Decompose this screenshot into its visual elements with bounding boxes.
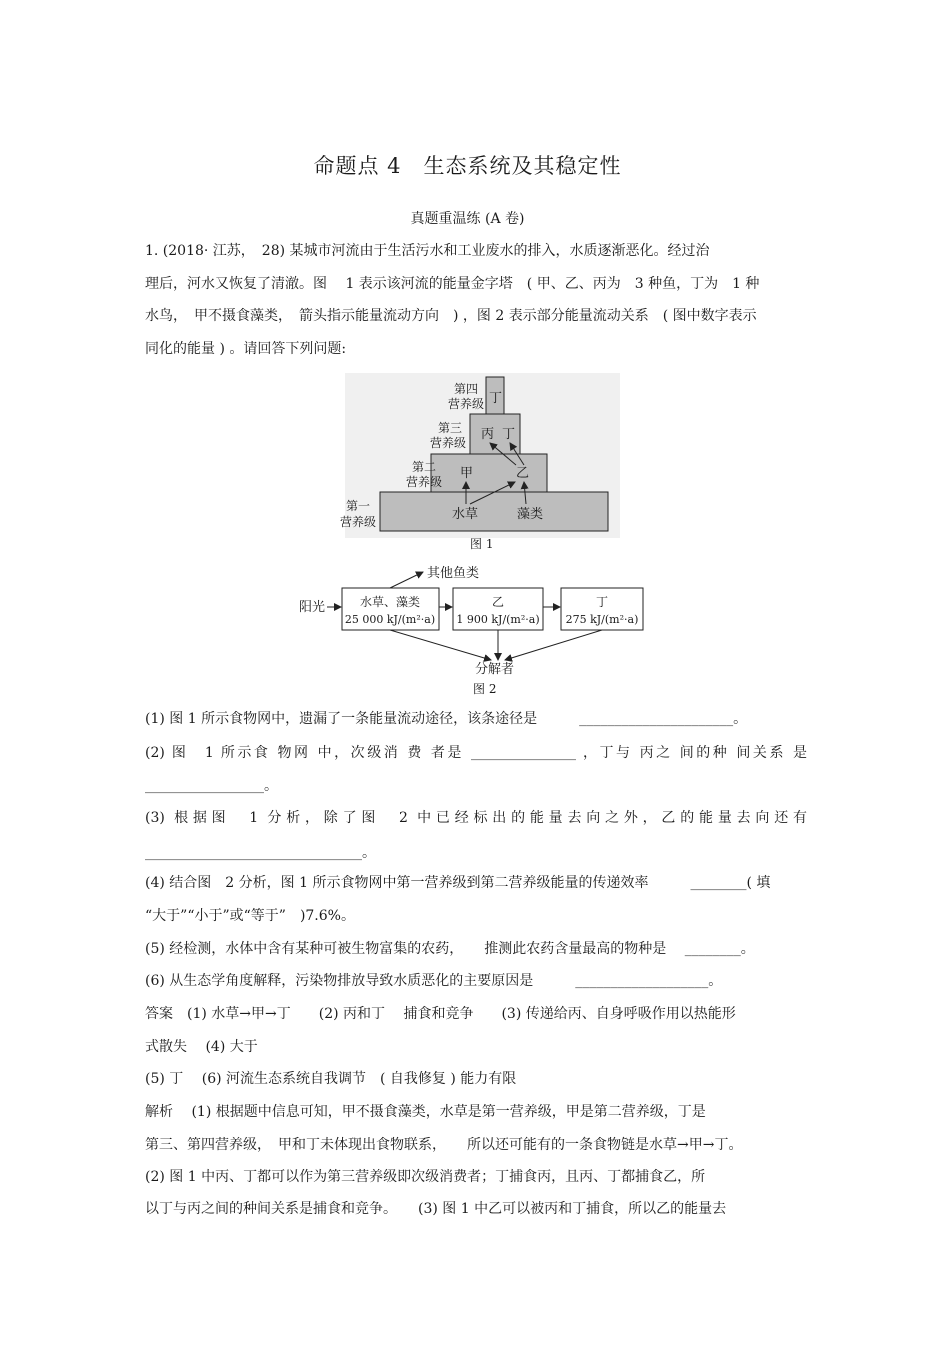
analysis-line-1: 解析 (1) 根据题中信息可知，甲不摄食藻类，水草是第一营养级，甲是第二营养级，丁是: [145, 1104, 706, 1120]
organism-bing: 丙: [481, 427, 495, 442]
answer-line-2: 式散失 (4) 大于: [145, 1039, 258, 1055]
figure-1-energy-pyramid: [330, 370, 620, 555]
level-4-label-b: 营养级: [448, 397, 485, 411]
decomposer-label: 分解者: [475, 662, 515, 677]
level-3-label-a: 第三: [438, 421, 463, 435]
question-line-3: 水鸟， 甲不摄食藻类， 箭头指示能量流动方向 ) ，图 2 表示部分能量流动关系 ( 图中数字表示: [145, 308, 757, 324]
level-2-label-a: 第二: [412, 460, 437, 474]
figure-2-caption: 图 2: [473, 682, 497, 696]
question-line-1: 1. (2018· 江苏， 28) 某城市河流由于生活污水和工业废水的排入，水质逐渐恶化。经过治: [145, 243, 710, 259]
figure-1-caption: 图 1: [470, 537, 494, 551]
page-title: 命题点 4 生态系统及其稳定性: [313, 154, 622, 178]
box-ding-name: 丁: [595, 595, 609, 609]
level-1-label-b: 营养级: [340, 515, 377, 529]
figure-2-energy-flow: [295, 560, 655, 700]
analysis-line-2: 第三、第四营养级， 甲和丁未体现出食物联系， 所以还可能有的一条食物链是水草→甲→丁。: [145, 1137, 743, 1153]
sub-question-2-line-1: (2) 图 1 所示食 物网 中，次级消 费 者是 _______________ ，丁与 丙之 间的种 间关系 是: [145, 745, 807, 761]
sub-question-4-line-2: “大于”“小于”或“等于” )7.6%。: [145, 908, 355, 924]
organism-ding-level4: 丁: [489, 391, 503, 406]
pyramid-level-1-block: [380, 492, 608, 531]
pyramid-level-2-block: [431, 454, 547, 492]
answer-line-1: 答案 (1) 水草→甲→丁 (2) 丙和丁 捕食和竞争 (3) 传递给丙、自身呼吸作用以热能形: [145, 1006, 736, 1022]
box-producers-value: 25 000 kJ/(m²·a): [344, 613, 436, 626]
sub-question-1: (1) 图 1 所示食物网中，遗漏了一条能量流动途径，该条途径是 ______________________。: [145, 711, 748, 727]
sub-question-5: (5) 经检测，水体中含有某种可被生物富集的农药， 推测此农药含量最高的物种是 ________。: [145, 941, 755, 957]
sub-question-4-line-1: (4) 结合图 2 分析，图 1 所示食物网中第一营养级到第二营养级能量的传递效率 ________( 填: [145, 875, 771, 891]
analysis-line-3: (2) 图 1 中丙、丁都可以作为第三营养级即次级消费者；丁捕食丙，且丙、丁都捕食乙，所: [145, 1169, 706, 1185]
sunlight-label: 阳光: [299, 600, 326, 615]
organism-shuicao: 水草: [452, 507, 479, 522]
box-yi-value: 1 900 kJ/(m²·a): [456, 613, 540, 626]
sub-question-3-line-2: _______________________________。: [145, 845, 376, 861]
box-yi-name: 乙: [491, 595, 505, 609]
question-line-2: 理后，河水又恢复了清澈。图 1 表示该河流的能量金字塔 ( 甲、乙、丙为 3 种鱼，丁为 1 种: [145, 276, 760, 292]
level-2-label-b: 营养级: [406, 475, 443, 489]
question-line-4: 同化的能量 ) 。请回答下列问题:: [145, 341, 347, 357]
sub-question-2-line-2: _________________。: [145, 778, 278, 794]
box-ding-value: 275 kJ/(m²·a): [565, 613, 639, 626]
level-1-label-a: 第一: [346, 499, 371, 513]
other-fish-label: 其他鱼类: [427, 566, 480, 581]
answer-line-3: (5) 丁 (6) 河流生态系统自我调节 ( 自我修复 ) 能力有限: [145, 1071, 517, 1087]
organism-ding-level3: 丁: [502, 427, 516, 442]
section-subtitle: 真题重温练 (A 卷): [410, 211, 525, 227]
box-producers-name: 水草、藻类: [359, 595, 421, 609]
analysis-line-4: 以丁与丙之间的种间关系是捕食和竞争。 (3) 图 1 中乙可以被丙和丁捕食，所以乙的能量去: [145, 1201, 727, 1217]
sub-question-3-line-1: (3) 根据图 1 分析，除了图 2 中已经标出的能量去向之外，乙的能量去向还有: [145, 810, 807, 826]
organism-zaolei: 藻类: [517, 507, 544, 522]
sub-question-6: (6) 从生态学角度解释，污染物排放导致水质恶化的主要原因是 ___________________。: [145, 973, 723, 989]
level-4-label-a: 第四: [454, 382, 479, 396]
organism-jia: 甲: [460, 466, 474, 481]
level-3-label-b: 营养级: [430, 436, 467, 450]
organism-yi: 乙: [516, 466, 530, 481]
